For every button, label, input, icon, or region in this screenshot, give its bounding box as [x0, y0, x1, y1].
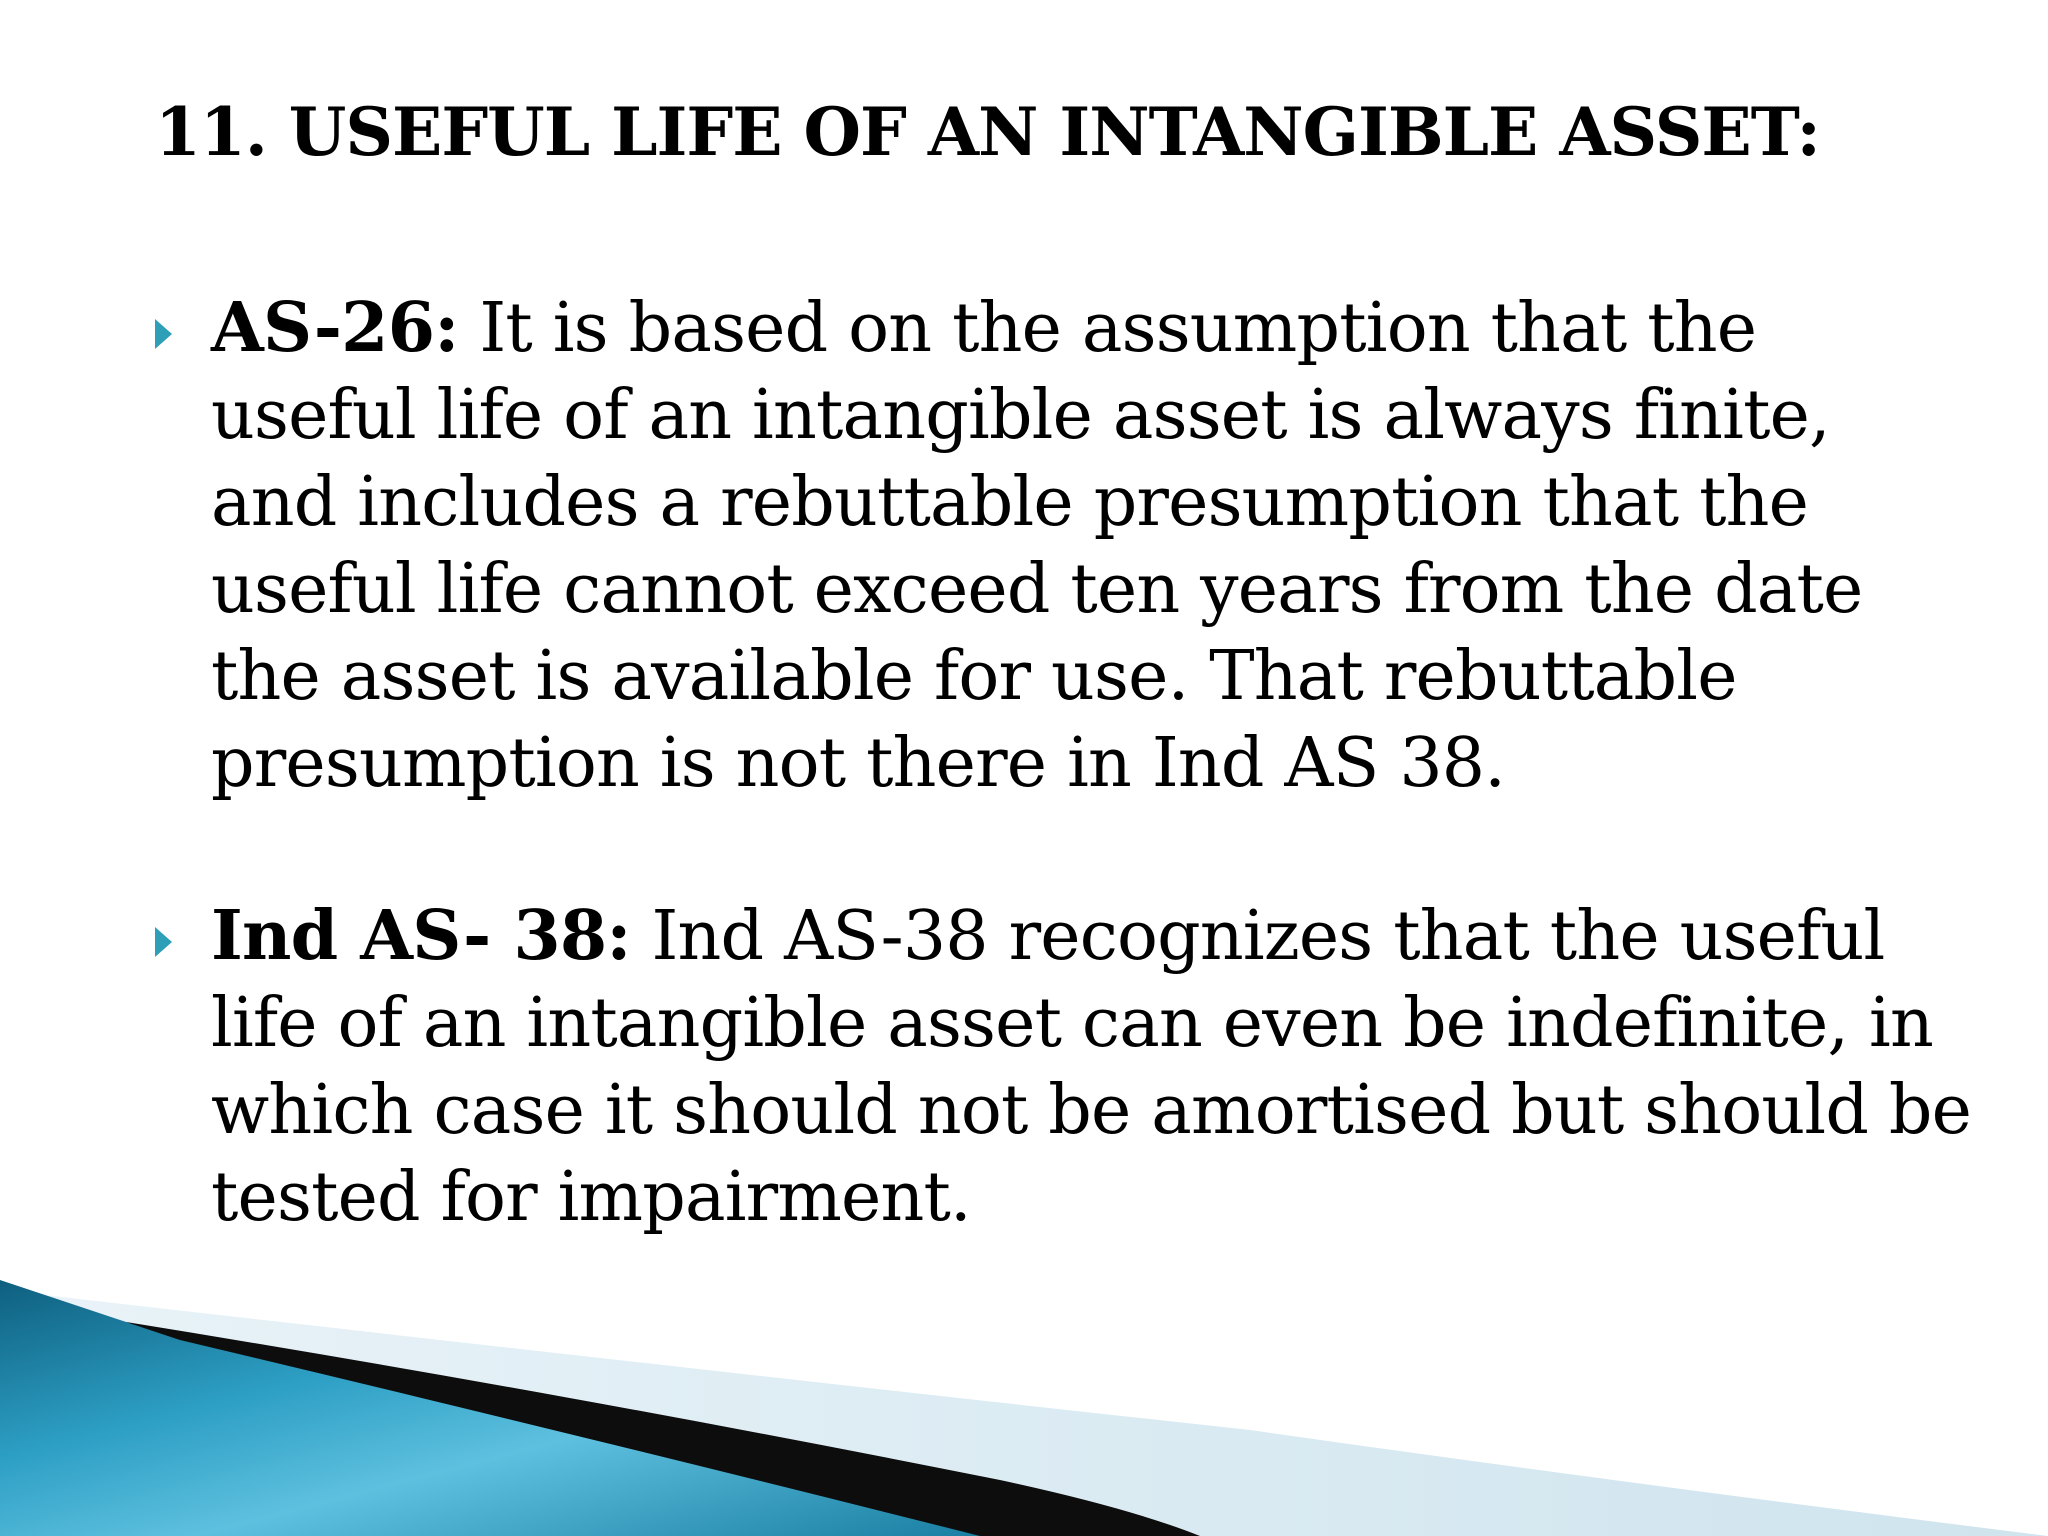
bullet-item-as26 [155, 285, 1975, 807]
triangle-bullet-icon [155, 927, 172, 957]
triangle-bullet-icon [155, 319, 172, 349]
bullet-text: It is based on the assumption that the useful life of an intangible asset is always finite, and includes a rebuttable presumption that the useful life cannot exceed ten years from the date the asset is available for use. That rebuttable presumption is not there in Ind AS 38. [211, 289, 1863, 803]
slide-title: 11. USEFUL LIFE OF AN INTANGIBLE ASSET: [155, 93, 1820, 171]
wave-decoration [0, 1280, 2048, 1536]
bullet-term: Ind AS- 38: [211, 896, 631, 976]
bullet-term: AS-26: [211, 288, 459, 368]
bullet-text: Ind AS-38 recognizes that the useful life of an intangible asset can even be indefinite, in which case it should not be amortised but should be tested for impairment. [211, 897, 1972, 1237]
bullet-item-ind-as38 [155, 893, 1975, 1241]
bullet-list [155, 285, 1975, 1327]
